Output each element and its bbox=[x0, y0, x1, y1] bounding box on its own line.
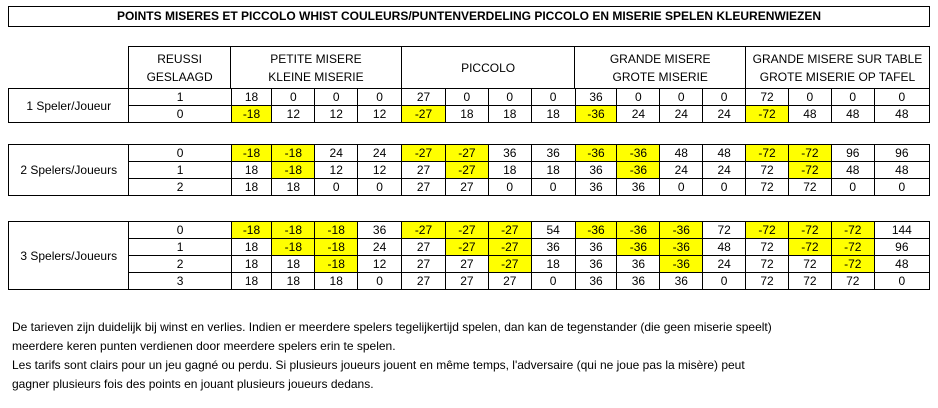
points-cell: -27 bbox=[488, 239, 531, 256]
points-cell: 36 bbox=[358, 222, 402, 239]
header-reussi-line: GESLAAGD bbox=[146, 69, 213, 84]
points-cell: 0 bbox=[531, 89, 575, 106]
points-cell: 0 bbox=[315, 179, 358, 196]
group-table bbox=[8, 88, 930, 123]
points-cell: -36 bbox=[660, 239, 703, 256]
points-cell: 0 bbox=[703, 89, 746, 106]
header-grande-misere-line: GRANDE MISERE bbox=[609, 51, 711, 66]
points-cell: 0 bbox=[488, 89, 531, 106]
table-row bbox=[9, 273, 930, 290]
points-cell: -36 bbox=[575, 106, 617, 123]
points-cell: -36 bbox=[660, 256, 703, 273]
points-cell: 27 bbox=[488, 273, 531, 290]
points-cell: 24 bbox=[617, 106, 660, 123]
points-cell: 12 bbox=[315, 106, 358, 123]
points-cell: 72 bbox=[746, 256, 789, 273]
group-label: 2 Spelers/Joueurs bbox=[9, 145, 129, 196]
header-piccolo bbox=[401, 47, 575, 89]
points-cell: 18 bbox=[272, 273, 315, 290]
header-petite-misere bbox=[231, 47, 402, 89]
points-cell: 24 bbox=[703, 162, 746, 179]
points-cell: 24 bbox=[660, 106, 703, 123]
points-cell: -27 bbox=[488, 222, 531, 239]
header-petite-misere-line: KLEINE MISERIE bbox=[268, 69, 364, 84]
points-cell: 48 bbox=[703, 239, 746, 256]
points-cell: 18 bbox=[315, 273, 358, 290]
points-cell: 48 bbox=[660, 145, 703, 162]
reussi-cell: 3 bbox=[129, 273, 231, 290]
points-cell: 18 bbox=[272, 256, 315, 273]
points-cell: 72 bbox=[831, 273, 874, 290]
header-table bbox=[8, 46, 930, 89]
points-cell: -36 bbox=[575, 222, 617, 239]
header-misere-sur-table-line: GRANDE MISERE SUR TABLE bbox=[752, 51, 923, 66]
page-title: POINTS MISERES ET PICCOLO WHIST COULEURS/PUNTENVERDELING PICCOLO EN MISERIE SPELEN KLEURENWIEZEN bbox=[8, 6, 930, 27]
points-cell: -27 bbox=[488, 256, 531, 273]
points-cell: 0 bbox=[831, 89, 874, 106]
points-cell: 72 bbox=[788, 179, 831, 196]
table-row bbox=[9, 239, 930, 256]
points-cell: 18 bbox=[445, 106, 488, 123]
points-cell: 72 bbox=[703, 222, 746, 239]
points-cell: 27 bbox=[402, 239, 446, 256]
points-cell: 27 bbox=[402, 179, 446, 196]
points-cell: 36 bbox=[575, 162, 617, 179]
points-cell: -72 bbox=[831, 239, 874, 256]
points-cell: 0 bbox=[831, 179, 874, 196]
points-cell: 18 bbox=[231, 273, 272, 290]
points-cell: 54 bbox=[531, 222, 575, 239]
header-piccolo-line: PICCOLO bbox=[461, 60, 516, 75]
points-cell: 144 bbox=[874, 222, 929, 239]
points-cell: 0 bbox=[874, 273, 929, 290]
points-cell: 72 bbox=[746, 273, 789, 290]
header-grande-misere-line: GROTE MISERIE bbox=[612, 69, 708, 84]
points-cell: 0 bbox=[874, 179, 929, 196]
points-cell: 72 bbox=[746, 239, 789, 256]
points-cell: 72 bbox=[746, 179, 789, 196]
reussi-cell: 2 bbox=[129, 179, 231, 196]
points-cell: -72 bbox=[788, 145, 831, 162]
points-cell: 0 bbox=[874, 89, 929, 106]
points-cell: 24 bbox=[315, 145, 358, 162]
table-row bbox=[9, 179, 930, 196]
header-grande-misere bbox=[575, 47, 746, 89]
points-cell: 48 bbox=[831, 106, 874, 123]
points-cell: -27 bbox=[445, 162, 488, 179]
points-cell: 18 bbox=[231, 256, 272, 273]
points-cell: -72 bbox=[746, 106, 789, 123]
points-cell: -36 bbox=[617, 222, 660, 239]
points-cell: 18 bbox=[272, 179, 315, 196]
points-cell: 12 bbox=[315, 162, 358, 179]
points-cell: 72 bbox=[788, 256, 831, 273]
points-cell: 18 bbox=[488, 162, 531, 179]
points-cell: 0 bbox=[703, 273, 746, 290]
points-cell: -36 bbox=[617, 162, 660, 179]
reussi-cell: 0 bbox=[129, 106, 231, 123]
points-cell: 36 bbox=[531, 145, 575, 162]
points-cell: -18 bbox=[315, 239, 358, 256]
table-row bbox=[9, 89, 930, 106]
points-cell: 0 bbox=[358, 179, 402, 196]
points-cell: 48 bbox=[874, 256, 929, 273]
points-cell: 36 bbox=[575, 179, 617, 196]
points-cell: 0 bbox=[445, 89, 488, 106]
points-cell: 36 bbox=[488, 145, 531, 162]
points-cell: -27 bbox=[402, 145, 446, 162]
points-cell: 12 bbox=[358, 106, 402, 123]
note-line: meerdere keren punten verdienen door meerdere spelers erin te spelen. bbox=[12, 339, 396, 353]
points-cell: 18 bbox=[231, 89, 272, 106]
points-cell: 24 bbox=[358, 239, 402, 256]
points-cell: 48 bbox=[874, 162, 929, 179]
points-cell: -72 bbox=[788, 222, 831, 239]
points-cell: 96 bbox=[831, 145, 874, 162]
points-cell: -18 bbox=[272, 145, 315, 162]
points-cell: 27 bbox=[445, 273, 488, 290]
points-cell: 24 bbox=[703, 256, 746, 273]
group-table bbox=[8, 221, 930, 290]
points-cell: 0 bbox=[272, 89, 315, 106]
points-cell: 27 bbox=[402, 273, 446, 290]
points-cell: 12 bbox=[358, 162, 402, 179]
group-label: 1 Speler/Joueur bbox=[9, 89, 129, 123]
points-cell: 18 bbox=[531, 106, 575, 123]
points-cell: -72 bbox=[788, 239, 831, 256]
note-line: gagner plusieurs fois des points en jouant plusieurs joueurs dedans. bbox=[12, 377, 374, 391]
points-cell: -18 bbox=[315, 222, 358, 239]
points-cell: 12 bbox=[358, 256, 402, 273]
table-row bbox=[9, 106, 930, 123]
points-cell: -18 bbox=[272, 222, 315, 239]
points-cell: 27 bbox=[402, 162, 446, 179]
points-cell: 36 bbox=[575, 239, 617, 256]
points-cell: 18 bbox=[231, 179, 272, 196]
points-cell: -36 bbox=[617, 145, 660, 162]
points-cell: 18 bbox=[531, 256, 575, 273]
points-cell: 0 bbox=[488, 179, 531, 196]
points-cell: -18 bbox=[272, 162, 315, 179]
table-row bbox=[9, 222, 930, 239]
points-cell: -72 bbox=[831, 222, 874, 239]
points-cell: -36 bbox=[660, 222, 703, 239]
points-cell: -18 bbox=[231, 222, 272, 239]
note-line: De tarieven zijn duidelijk bij winst en verlies. Indien er meerdere spelers tegelijkertijd spelen, dan kan de tegenstander (die geen miserie speelt) bbox=[12, 320, 772, 334]
reussi-cell: 1 bbox=[129, 239, 231, 256]
points-cell: 72 bbox=[788, 273, 831, 290]
points-cell: -72 bbox=[788, 162, 831, 179]
points-cell: 0 bbox=[358, 273, 402, 290]
table-row bbox=[9, 145, 930, 162]
points-cell: 0 bbox=[660, 179, 703, 196]
table-row bbox=[9, 162, 930, 179]
points-cell: -18 bbox=[315, 256, 358, 273]
points-cell: 0 bbox=[617, 89, 660, 106]
header-reussi bbox=[129, 47, 231, 89]
points-cell: 24 bbox=[660, 162, 703, 179]
header-petite-misere-line: PETITE MISERE bbox=[270, 51, 362, 66]
points-cell: 0 bbox=[703, 179, 746, 196]
points-cell: -27 bbox=[402, 106, 446, 123]
points-cell: -36 bbox=[575, 145, 617, 162]
points-cell: 36 bbox=[531, 239, 575, 256]
points-cell: 18 bbox=[531, 162, 575, 179]
reussi-cell: 1 bbox=[129, 162, 231, 179]
points-cell: 96 bbox=[874, 239, 929, 256]
reussi-cell: 2 bbox=[129, 256, 231, 273]
points-cell: 36 bbox=[575, 273, 617, 290]
points-cell: -72 bbox=[746, 222, 789, 239]
points-cell: 27 bbox=[402, 89, 446, 106]
points-cell: -18 bbox=[231, 145, 272, 162]
points-cell: -18 bbox=[231, 106, 272, 123]
points-cell: 36 bbox=[617, 256, 660, 273]
points-cell: 36 bbox=[660, 273, 703, 290]
points-cell: 48 bbox=[874, 106, 929, 123]
header-misere-sur-table bbox=[745, 47, 929, 89]
header-blank bbox=[8, 47, 129, 89]
points-cell: 0 bbox=[660, 89, 703, 106]
reussi-cell: 0 bbox=[129, 145, 231, 162]
points-cell: 0 bbox=[531, 273, 575, 290]
note-line: Les tarifs sont clairs pour un jeu gagné ou perdu. Si plusieurs joueurs jouent en même temps, l'adversaire (qui ne joue pas la misère) peut bbox=[12, 358, 745, 372]
points-cell: 96 bbox=[874, 145, 929, 162]
points-cell: -36 bbox=[617, 239, 660, 256]
points-cell: 36 bbox=[575, 89, 617, 106]
header-misere-sur-table-line: GROTE MISERIE OP TAFEL bbox=[759, 69, 916, 84]
points-cell: -18 bbox=[272, 239, 315, 256]
points-cell: -27 bbox=[402, 222, 446, 239]
points-cell: 72 bbox=[746, 162, 789, 179]
points-cell: 36 bbox=[575, 256, 617, 273]
points-cell: 72 bbox=[746, 89, 789, 106]
points-cell: 36 bbox=[617, 273, 660, 290]
reussi-cell: 0 bbox=[129, 222, 231, 239]
points-cell: -27 bbox=[445, 239, 488, 256]
points-cell: 48 bbox=[703, 145, 746, 162]
points-cell: 24 bbox=[358, 145, 402, 162]
table-row bbox=[9, 256, 930, 273]
points-cell: 18 bbox=[231, 239, 272, 256]
points-cell: 0 bbox=[531, 179, 575, 196]
group-label: 3 Spelers/Joueurs bbox=[9, 222, 129, 290]
points-cell: 27 bbox=[445, 256, 488, 273]
reussi-cell: 1 bbox=[129, 89, 231, 106]
points-cell: -72 bbox=[746, 145, 789, 162]
points-cell: 24 bbox=[703, 106, 746, 123]
points-cell: 0 bbox=[358, 89, 402, 106]
header-reussi-line: REUSSI bbox=[157, 51, 202, 66]
points-cell: -72 bbox=[831, 256, 874, 273]
points-cell: 48 bbox=[831, 162, 874, 179]
header-row bbox=[8, 47, 930, 89]
points-cell: 36 bbox=[617, 179, 660, 196]
group-table bbox=[8, 144, 930, 196]
points-cell: -27 bbox=[445, 222, 488, 239]
points-cell: 48 bbox=[788, 106, 831, 123]
points-cell: 12 bbox=[272, 106, 315, 123]
points-cell: 0 bbox=[315, 89, 358, 106]
points-cell: 18 bbox=[488, 106, 531, 123]
points-cell: -27 bbox=[445, 145, 488, 162]
points-cell: 27 bbox=[402, 256, 446, 273]
points-cell: 27 bbox=[445, 179, 488, 196]
points-cell: 0 bbox=[788, 89, 831, 106]
points-cell: 18 bbox=[231, 162, 272, 179]
